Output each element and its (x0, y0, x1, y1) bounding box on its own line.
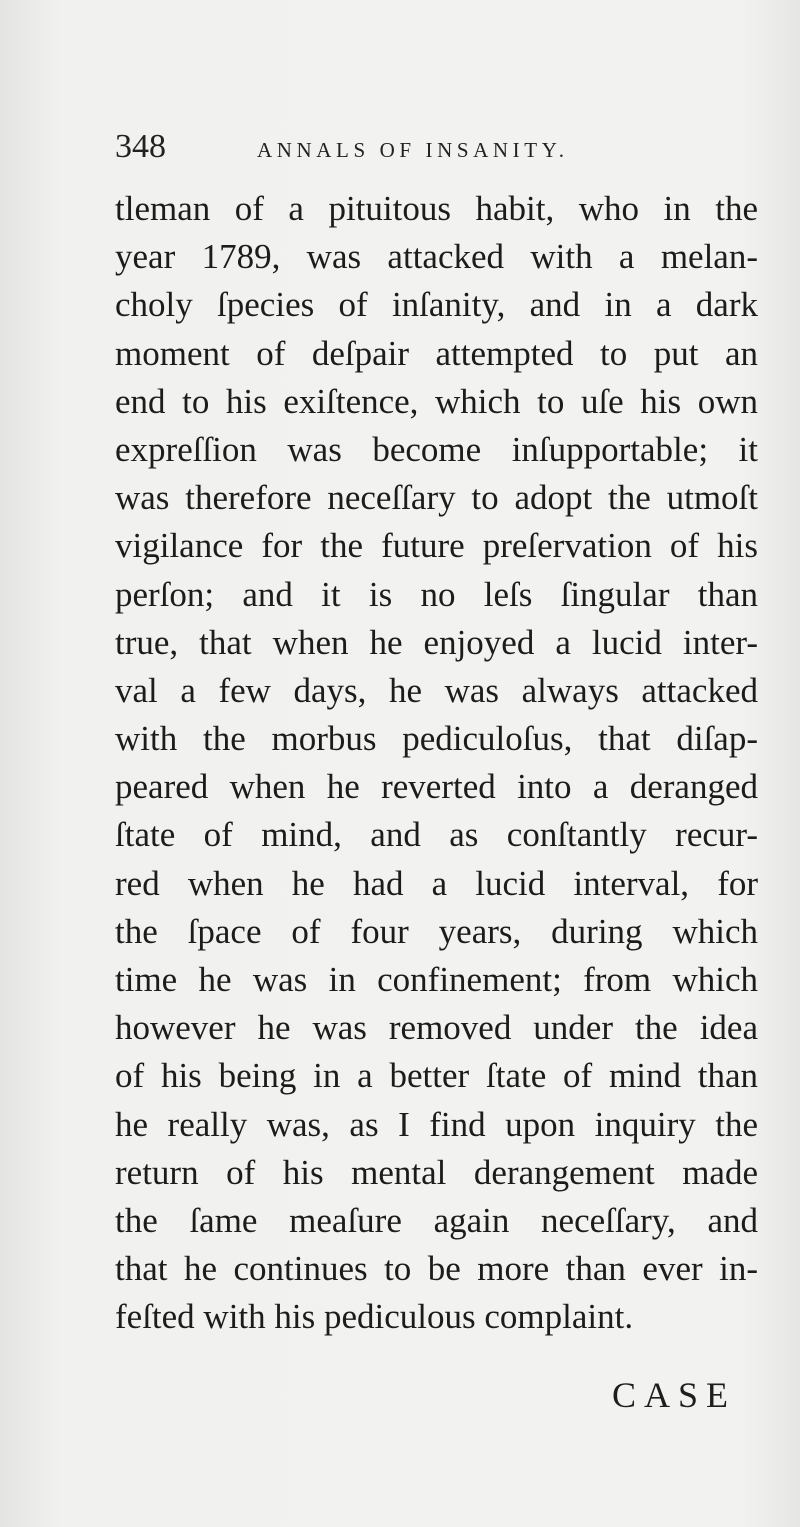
catchword: CASE (612, 1375, 737, 1415)
text-line: peared when he reverted into a deranged (115, 767, 758, 807)
page-number: 348 (115, 128, 166, 165)
text-line: val a few days, he was always attacked (115, 670, 758, 710)
text-line: tleman of a pituitous habit, who in the (115, 189, 758, 228)
text-line: moment of deſpair attempted to put an (115, 333, 758, 373)
text-line: of his being in a better ſtate of mind than (115, 1056, 758, 1096)
text-line: end to his exiſtence, which to uſe his own (115, 381, 758, 421)
text-line: ſtate of mind, and as conſtantly recur- (115, 815, 758, 855)
text-line: the ſame meaſure again neceſſary, and (115, 1200, 758, 1240)
text-line: was therefore neceſſary to adopt the utmoſt (115, 478, 758, 518)
body-text (115, 185, 758, 1342)
text-line: feſted with his pediculous complaint. (115, 1297, 634, 1337)
text-line: vigilance for the future preſervation of his (115, 526, 758, 566)
text-line: however he was removed under the idea (115, 1008, 758, 1048)
text-line: time he was in confinement; from which (115, 960, 758, 999)
text-line: the ſpace of four years, during which (115, 911, 758, 951)
running-head: ANNALS OF INSANITY. (257, 138, 569, 162)
text-line: year 1789, was attacked with a melan- (115, 237, 758, 277)
text-line: perſon; and it is no leſs ſingular than (115, 574, 758, 614)
page-header (115, 128, 755, 172)
text-line: that he continues to be more than ever in- (115, 1249, 758, 1289)
text-line: red when he had a lucid interval, for (115, 863, 758, 903)
text-line: he really was, as I find upon inquiry the (115, 1104, 758, 1144)
text-line: with the morbus pediculoſus, that diſap- (115, 719, 758, 759)
text-line: true, that when he enjoyed a lucid inter- (115, 622, 758, 662)
text-line: choly ſpecies of inſanity, and in a dark (115, 285, 758, 325)
text-line: expreſſion was become inſupportable; it (115, 429, 758, 469)
text-line: return of his mental derangement made (115, 1152, 758, 1192)
